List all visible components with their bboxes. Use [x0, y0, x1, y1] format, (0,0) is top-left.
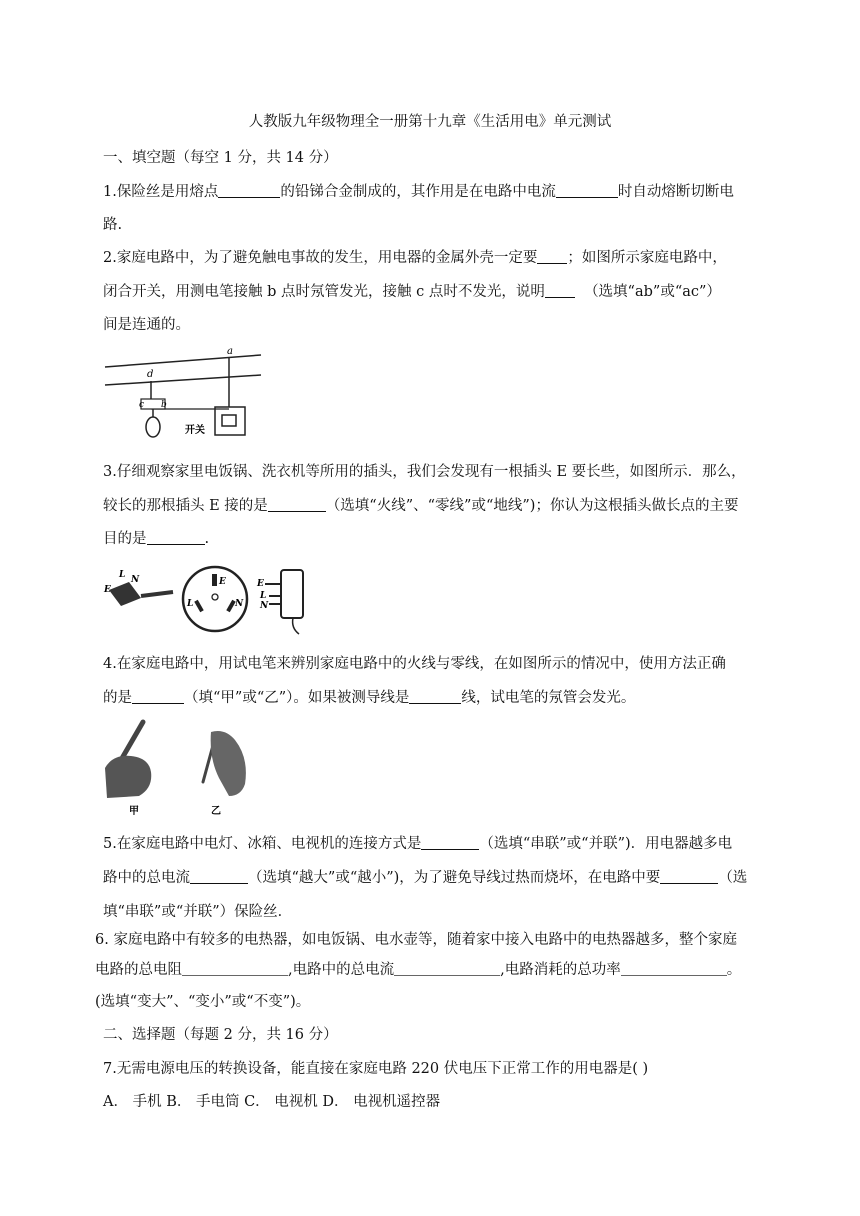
lamp-bulb-icon: [146, 417, 160, 437]
q5-blank-3[interactable]: [660, 869, 718, 884]
q1-text-c: 时自动熔断切断电: [617, 184, 734, 200]
profile-label-n: N: [260, 601, 269, 611]
plug-profile-icon: [256, 570, 303, 634]
hand-jia-shape: [105, 756, 151, 798]
hand-yi-shape: [211, 731, 246, 796]
question-2-line-3: 间是连通的。: [103, 317, 190, 333]
socket-slot-l: [194, 600, 203, 612]
q2-text-c: 闭合开关，用测电笔接触 b 点时氖管发光，接触 c 点时不发光，说明: [103, 284, 545, 300]
q6-text-d: ,电路消耗的总功率: [500, 962, 621, 978]
question-6-line-2: [95, 958, 741, 979]
socket-label-n: N: [235, 599, 244, 609]
q4-text-c: （填“甲”或“乙”）。如果被测导线是: [184, 690, 410, 706]
q6-text-b: 电路的总电阻: [95, 962, 182, 978]
switch-box: [215, 407, 245, 435]
question-3-line-3: [103, 527, 209, 548]
question-1-line-1: [103, 180, 734, 201]
plug-side-label-n: N: [131, 575, 140, 585]
q5-text-d: （选填“越大”或“越小”)，为了避免导线过热而烧坏，在电路中要: [248, 870, 661, 886]
plug-cord: [141, 592, 173, 596]
q5-blank-1[interactable]: [421, 835, 479, 850]
question-3-line-1: 3.仔细观察家里电饭锅、洗衣机等所用的插头，我们会发现有一根插头 E 要长些，如图所示．那么，: [103, 464, 746, 480]
q1-blank-2[interactable]: [556, 183, 618, 198]
q6-blank-3[interactable]: [621, 961, 727, 976]
label-c: c: [139, 400, 145, 410]
label-a: a: [227, 346, 233, 357]
question-4-line-2: [103, 686, 635, 707]
question-5-line-1: [103, 832, 732, 853]
socket-label-e: E: [219, 577, 226, 587]
q2-text-d: （选填“ab”或“ac”）: [584, 284, 721, 300]
q3-blank-2[interactable]: [147, 530, 205, 545]
document-title: 人教版九年级物理全一册第十九章《生活用电》单元测试: [248, 114, 612, 130]
question-3-line-2: [103, 494, 738, 515]
q5-text-b: （选填“串联”或“并联”)．用电器越多电: [479, 836, 733, 852]
plug-side-label-e: E: [104, 585, 111, 595]
q3-text-e: .: [204, 531, 210, 547]
question-2-line-2: [103, 280, 721, 301]
question-6-line-3: (选填“变大”、“变小”或“不变”)。: [95, 994, 311, 1010]
question-4-line-1: 4.在家庭电路中，用试电笔来辨别家庭电路中的火线与零线，在如图所示的情况中，使用方法正确: [103, 656, 726, 672]
label-b: b: [161, 400, 167, 410]
socket-label-l: L: [187, 599, 194, 609]
q5-text-c: 路中的总电流: [103, 870, 190, 886]
plug-profile-body: [281, 570, 303, 618]
q1-text-b: 的铅锑合金制成的，其作用是在电路中电流: [280, 184, 556, 200]
question-6-line-1: 6. 家庭电路中有较多的电热器，如电饭锅、电水壶等，随着家中接入电路中的电热器越多，整个家庭: [95, 932, 737, 948]
label-switch: 开关: [185, 425, 205, 436]
q3-text-c: （选填“火线”、“零线”或“地线”)；你认为这根插头做长点的主要: [325, 498, 739, 514]
label-d: d: [147, 369, 154, 380]
q5-blank-2[interactable]: [190, 869, 248, 884]
plug-figure: [103, 562, 313, 638]
socket-face-icon: [183, 567, 247, 631]
q2-blank-1[interactable]: [537, 249, 567, 264]
plug-side-icon: [103, 570, 173, 606]
test-pen-figure: [103, 718, 253, 818]
q4-text-d: 线，试电笔的氖管会发光。: [461, 690, 636, 706]
q6-blank-2[interactable]: [394, 961, 500, 976]
circuit-wire-bottom: [105, 375, 261, 385]
q2-text-a: 2.家庭电路中，为了避免触电事故的发生，用电器的金属外壳一定要: [103, 250, 538, 266]
hand-yi-icon: [203, 731, 246, 817]
q4-text-b: 的是: [103, 690, 132, 706]
q3-blank-1[interactable]: [268, 497, 326, 512]
q3-text-b: 较长的那根插头 E 接的是: [103, 498, 268, 514]
section-2-heading: 二、选择题（每题 2 分，共 16 分）: [103, 1027, 338, 1043]
q5-text-e: （选: [718, 870, 748, 886]
pen-jia: [121, 722, 143, 760]
socket-slot-e: [212, 574, 217, 586]
q1-text-a: 1.保险丝是用熔点: [103, 184, 219, 200]
question-1-line-2: 路.: [103, 217, 123, 233]
question-7-stem: 7.无需电源电压的转换设备，能直接在家庭电路 220 伏电压下正常工作的用电器是( ): [103, 1061, 649, 1077]
q2-blank-2[interactable]: [545, 283, 575, 298]
q6-text-e: 。: [726, 962, 742, 978]
q4-blank-2[interactable]: [409, 689, 461, 704]
profile-label-e: E: [257, 579, 264, 589]
q3-text-d: 目的是: [103, 531, 147, 547]
plug-side-label-l: L: [119, 570, 126, 580]
q6-text-c: ,电路中的总电流: [288, 962, 395, 978]
q4-blank-1[interactable]: [132, 689, 184, 704]
switch-button: [222, 415, 236, 426]
plug-profile-cord: [293, 618, 299, 634]
question-2-line-1: [103, 246, 727, 267]
question-5-line-3: 填“串联”或“并联”）保险丝．: [103, 904, 293, 920]
q1-blank-1[interactable]: [218, 183, 280, 198]
label-jia: 甲: [129, 806, 139, 817]
q5-text-a: 5.在家庭电路中电灯、冰箱、电视机的连接方式是: [103, 836, 422, 852]
q6-blank-1[interactable]: [182, 961, 288, 976]
hand-jia-icon: [105, 722, 151, 817]
circuit-wire-top: [105, 355, 261, 367]
circuit-figure: [103, 345, 263, 445]
socket-center-mark: [212, 594, 218, 600]
q2-text-b: ；如图所示家庭电路中，: [567, 250, 727, 266]
label-yi: 乙: [211, 806, 221, 817]
question-5-line-2: [103, 866, 747, 887]
question-7-options: A． 手机 B． 手电筒 C． 电视机 D． 电视机遥控器: [103, 1094, 441, 1110]
profile-label-l: L: [260, 591, 267, 601]
plug-body-shape: [109, 582, 141, 606]
section-1-heading: 一、填空题（每空 1 分，共 14 分）: [103, 150, 338, 166]
